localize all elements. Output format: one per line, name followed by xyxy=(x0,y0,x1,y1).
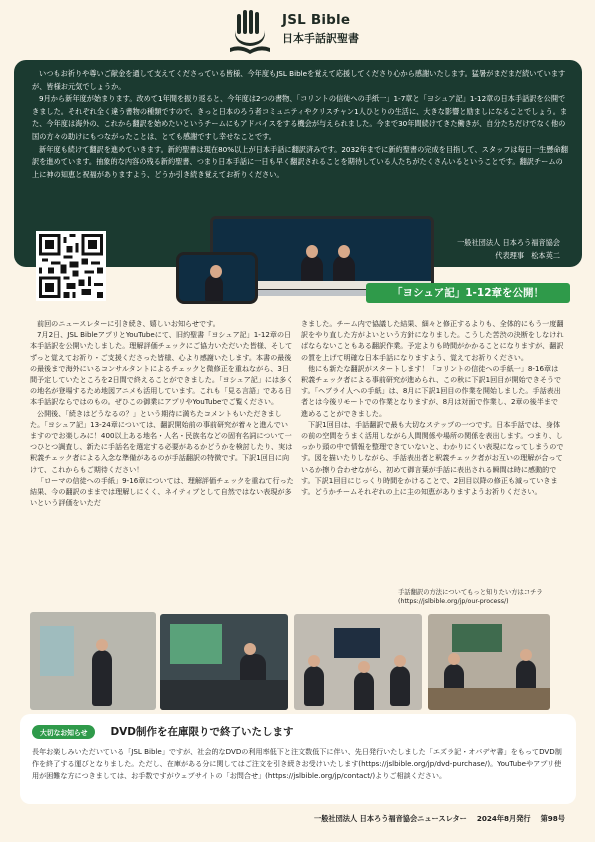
article-paragraph: 「ローマの信徒への手紙」9-16章については、理解評価チェックを重ねて行った結果、今の翻訳のままでは理解しにくく、ネイティブとして自然ではない表現が多いという評価をいただ xyxy=(30,475,294,508)
signer-figure xyxy=(205,275,223,301)
hands-bible-logo-icon xyxy=(226,10,274,56)
brand-name-ja: 日本手話訳聖書 xyxy=(282,32,359,45)
photo-team-meeting xyxy=(160,614,288,710)
article-paragraph: 前回のニュースレターに引き続き、嬉しいお知らせです。 xyxy=(37,319,220,328)
brand-name-en: JSL Bible xyxy=(282,12,351,28)
qr-code[interactable] xyxy=(36,231,106,301)
greeting-paragraph: 9月から新年度が始まります。改めて1年間を振り返ると、今年度は2つの書物、「コリントの信徒への手紙一」1-7章と「ヨシュア記」1-12章の日本手話訳を公開できました。それぞれ全く違う書物の種類ですので、きっと日本のろう者コミュニティやクリスチャン1人ひとりの生活に、大きな影響と励ましになることでしょう。また、今年度は海外の、これから翻訳を始めたいというチームにもアドバイスをする機会が与えられました。今まで30年間続けてきた働きが、自分たちだけでなく他の国の方々の助けにもつながったことは、とても感謝ですし幸せなことです。 xyxy=(32,94,568,141)
article-paragraph: 7月2日、JSL BibleアプリとYouTubeにて、旧約聖書「ヨシュア記」1-12章の日本手話訳を公開いたしました。理解評価チェックにご協力いただいた皆様、そしてずっと覚えてお祈り・ご支援くださった皆様、心より感謝いたします。本書の最後の最後まで海外にいるコンサルタントによるチェックと微修正を重ねながら、3日間予定していたところを2日間で終えることができました。「ヨシュア記」には多くの地名が登場するため地図アニメも活用しています。これも「見る言語」である日本手話訳ならではのもの。ぜひこの御業にアプリやYouTubeでご覧ください。 xyxy=(30,330,294,407)
footer-issue: 第98号 xyxy=(540,814,565,823)
photo-translation-work xyxy=(428,614,550,710)
photo-remote-session xyxy=(294,614,422,710)
greeting-paragraph: 新年度も続けて翻訳を進めていきます。新約聖書は現在80%以上が日本手話に翻訳済みです。2032年までに新約聖書の完成を目指して、スタッフは毎日一生懸命翻訳を進めています。抽象的な内容の残る新約聖書、つまり日本手話に一日も早く翻訳されることを期待している人たちがたくさんいるということです。翻訳チームの上に神の知恵と祝福がありますよう、どうか引き続き覚えてお祈りください。 xyxy=(32,144,568,179)
signature-org: 一般社団法人 日本ろう福音協会 xyxy=(457,238,560,247)
notice-title: DVD制作を在庫限りで終了いたします xyxy=(110,726,294,738)
greeting-paragraph: いつもお祈りや尊いご献金を通して支えてくださっている皆様、今年度もJSL Bibleを覚えて応援してくださり心から感謝いたします。猛暑がまだまだ続いていますが、皆様お元気でしょうか。 xyxy=(32,69,566,91)
article-column-right xyxy=(301,318,565,497)
article-paragraph: きました。チーム内で協議した結果、細々と修正するよりも、全体的にもう一度翻訳をやり直した方がよいという方針になりました。こうした苦渋の決断をしなければならないこともある翻訳作業。予定よりも時間がかかることになりますが、翻訳の質を上げて明確な日本手話になりますよう、覚えてお祈りください。 xyxy=(301,319,564,362)
article-paragraph: 公開後、「続きはどうなるの？」という期待に満ちたコメントもいただきました。「ヨシュア記」13-24章については、翻訳開始前の事前研究が着々と進んでいますのでお楽しみに！400以上ある地名・人名・民族名などの固有名詞について一つひとつ調査し、新たに手話名を選定する必要があるかどうかを検討したり、実は釈義チェック者による入念な準備があるのが手話翻訳の特徴です。下訳1回目に向けて、これからもご期待ください！ xyxy=(30,408,293,474)
notice-tag: 大切なお知らせ xyxy=(32,725,95,739)
notice-body: 長年お楽しみいただいている「JSL Bible」ですが、社会的なDVDの利用率低下と注文数低下に伴い、先日発行いたしました「エズラ記・オバデヤ書」をもってDVD制作を終了する運びとなりました。ただし、在庫がある分に関してはご注文を引き続きお受けいたします(https://jslbible.org/jp/dvd-purchase/)。YouTubeやアプリ使用が困難な方につきましては、お手数ですがウェブサイトの「お問合せ」(https://jslbible.org/jp/contact/)よりご相談ください。 xyxy=(32,747,562,780)
process-note-text: 手話翻訳の方法についてもっと知りたい方はコチラ xyxy=(398,589,543,596)
process-note-url[interactable]: (https://jslbible.org/jp/our-process/) xyxy=(398,598,509,605)
article-column-left xyxy=(30,318,294,508)
photo-signer-recording xyxy=(30,612,156,710)
dvd-notice-box xyxy=(20,714,576,804)
process-link-note[interactable] xyxy=(398,588,543,606)
signature-rep: 代表理事 松本英二 xyxy=(495,251,560,260)
newsletter-footer xyxy=(304,814,565,824)
article-paragraph: 他にも新たな翻訳がスタートします！「コリントの信徒への手紙一」8-16章は釈義チェック者による事前研究が進められ、この秋に下訳1回目が開始できそうです。「ヘブライ人への手紙」は、8月に下訳1回目の作業を開始しました。手話表出者とは今後リモートでの作業となりますが、8月は対面で作業し、2章の後半まで進めることができました。 xyxy=(301,363,562,418)
phone-app-preview xyxy=(176,252,258,304)
footer-date: 2024年8月発行 xyxy=(476,814,531,823)
release-title-badge: 「ヨシュア記」1-12章を公開！ xyxy=(366,283,570,303)
article-paragraph: 下訳1回目は、手話翻訳で最も大切なステップの一つです。日本手話では、身体の前の空間をうまく活用しながら人間関係や場所の関係を表出します。つまり、しっかり頭の中で情報を整理できていないと、わかりにくい表現になってしまうのです。図を描いたりしながら、手話表出者と釈義チェック者がお互いの理解が合っているか擦り合わせながら、初めて御言葉が手話に表出される瞬間は時に感動的です。下訳1回目にじっくり時間をかけることで、2回目以降の修正も減っていきます。どうかチームそれぞれの上に主の知恵がありますようお祈りください。 xyxy=(301,419,564,497)
footer-org: 一般社団法人 日本ろう福音協会ニュースレター xyxy=(314,814,467,823)
